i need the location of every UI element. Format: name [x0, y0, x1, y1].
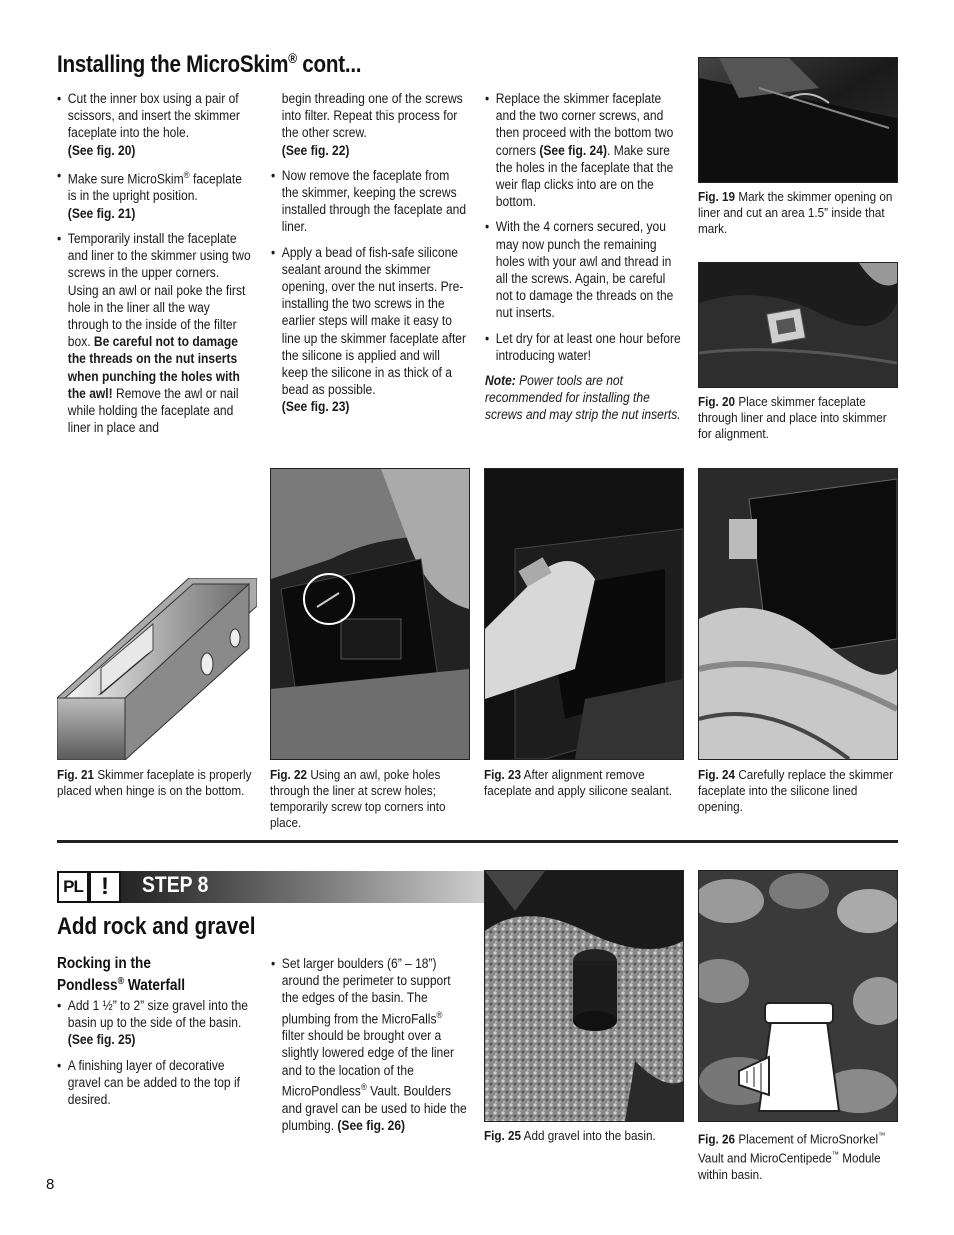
pl-badge: PL	[57, 871, 89, 903]
fig-24-photo	[698, 468, 898, 760]
instructions-column-2	[271, 90, 467, 424]
list-item: • With the 4 corners secured, you may now punch the remaining holes with your awl and thread in all the screws. Again, be careful not to damage the threads on the nut inserts.	[485, 218, 681, 321]
fig-23-caption: Fig. 23 After alignment remove faceplate and apply silicone sealant.	[484, 767, 672, 798]
instructions-column-1	[57, 90, 253, 444]
list-item: • Make sure MicroSkim® faceplate is in the upright position. (See fig. 21)	[57, 167, 253, 222]
fig-20-photo	[698, 262, 898, 388]
list-item: • Set larger boulders (6” – 18”) around the perimeter to support the edges of the basin. The plumbing from the MicroFalls® filter should be brought over a slightly lowered edge of the liner and to the location of the MicroPondless® Vault. Boulders and gravel can be used to hide the plumbing. (See fig. 26)	[271, 955, 467, 1134]
step-column-1	[57, 997, 253, 1116]
fig-25-photo	[484, 870, 684, 1122]
fig-21-illustration	[57, 578, 257, 760]
list-item: • Replace the skimmer faceplate and the two corner screws, and then proceed with the bottom two corners (See fig. 24). Make sure the holes in the faceplate that the weir flap clicks into are on the bottom.	[485, 90, 681, 210]
section-heading: Add rock and gravel	[57, 913, 256, 940]
step-column-2	[271, 955, 467, 1142]
warning-icon: !	[89, 871, 121, 903]
fig-26-caption: Fig. 26 Placement of MicroSnorkel™ Vault and MicroCentipede™ Module within basin.	[698, 1131, 886, 1182]
page-title: Installing the MicroSkim® cont...	[57, 50, 362, 78]
fig-25-caption: Fig. 25 Add gravel into the basin.	[484, 1128, 656, 1143]
fig-20-caption: Fig. 20 Place skimmer faceplate through liner and place into skimmer for alignment.	[698, 394, 887, 441]
list-item: • Cut the inner box using a pair of scissors, and insert the skimmer faceplate into the hole. (See fig. 20)	[57, 90, 253, 159]
list-item: • Temporarily install the faceplate and liner to the skimmer using two screws in the upper corners. Using an awl or nail poke the first hole in the liner all the way through to the inside of the filter box. Be careful not to damage the threads on the nut inserts when punching the holes with the awl! Remove the awl or nail while holding the faceplate and liner in place and	[57, 230, 253, 436]
fig-21-caption: Fig. 21 Skimmer faceplate is properly placed when hinge is on the bottom.	[57, 767, 252, 798]
instructions-column-3	[485, 90, 681, 424]
list-item: begin threading one of the screws into filter. Repeat this process for the other screw. (See fig. 22)	[281, 91, 463, 158]
fig-22-photo	[270, 468, 470, 760]
section-divider	[57, 840, 898, 843]
fig-26-photo	[698, 870, 898, 1122]
fig-19-photo	[698, 57, 898, 183]
subsection-heading: Rocking in the Pondless® Waterfall	[57, 955, 186, 995]
step-bar	[57, 871, 485, 903]
note: Note: Power tools are not recommended for installing the screws and may strip the nut inserts.	[485, 373, 681, 423]
list-item: • Let dry for at least one hour before introducing water!	[485, 330, 681, 364]
list-item: • Add 1 ½” to 2” size gravel into the basin up to the side of the basin. (See fig. 25)	[57, 997, 253, 1049]
list-item: • A finishing layer of decorative gravel can be added to the top if desired.	[57, 1057, 253, 1109]
page-number: 8	[46, 1176, 55, 1193]
fig-19-caption: Fig. 19 Mark the skimmer opening on liner and cut an area 1.5” inside that mark.	[698, 189, 893, 236]
step-label: STEP 8	[142, 872, 209, 897]
fig-22-caption: Fig. 22 Using an awl, poke holes through the liner at screw holes; temporarily screw top corners into place.	[270, 767, 446, 830]
list-item: • Apply a bead of fish-safe silicone sealant around the skimmer opening, over the nut inserts. Pre-installing the two screws in the earlier steps will make it easy to line up the skimmer faceplate after the silicone is applied and will keep the silicone in as thick of a bead as possible. (See fig. 23)	[271, 244, 467, 416]
fig-24-caption: Fig. 24 Carefully replace the skimmer faceplate into the silicone lined opening.	[698, 767, 894, 814]
list-item: • Now remove the faceplate from the skimmer, keeping the screws installed through the faceplate and liner.	[271, 167, 467, 236]
fig-23-photo	[484, 468, 684, 760]
